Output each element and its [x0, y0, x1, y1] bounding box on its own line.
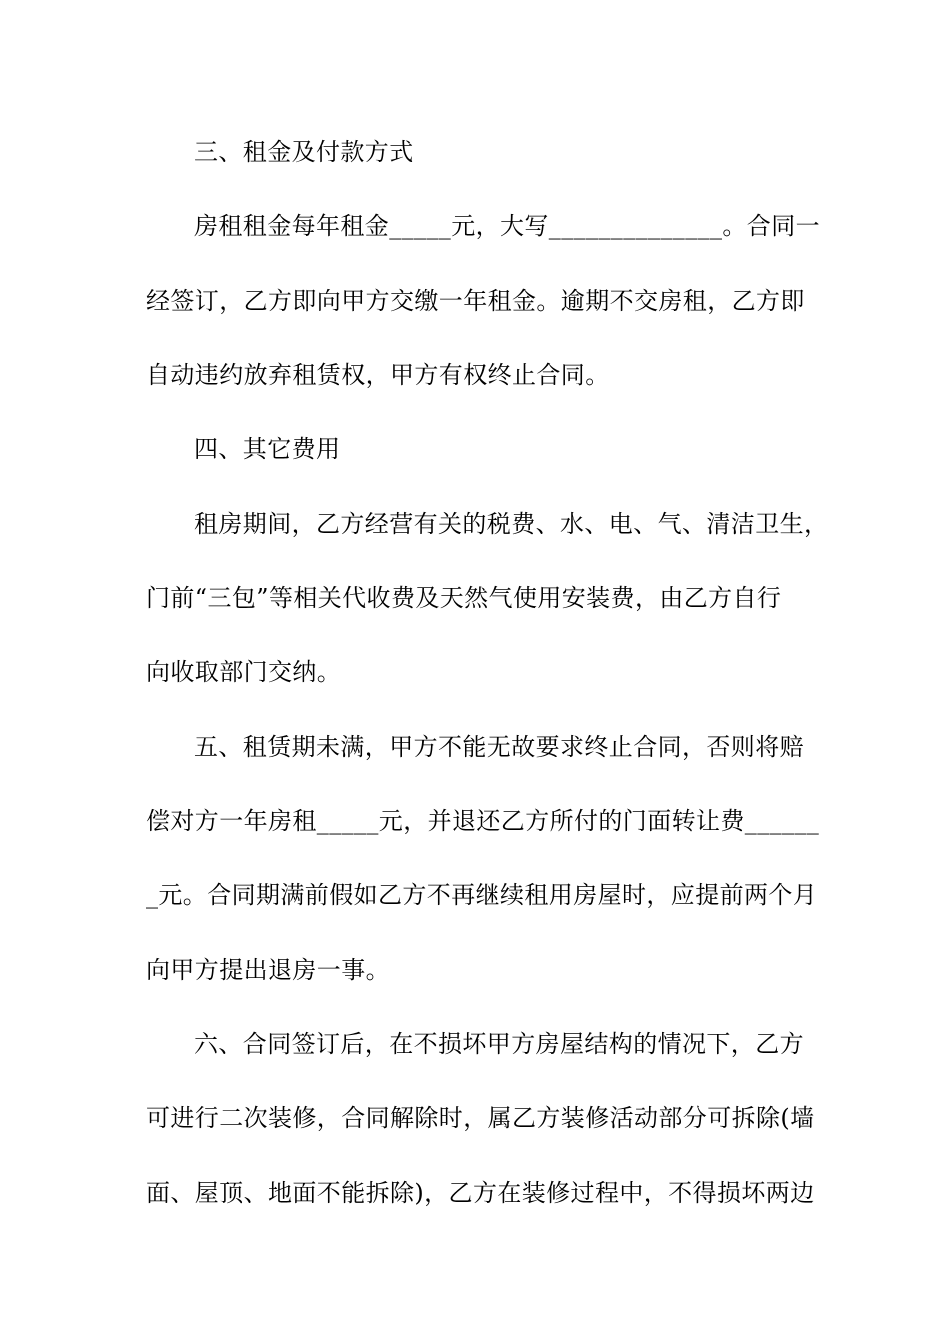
paragraph-line: 面、屋顶、地面不能拆除)，乙方在装修过程中，不得损坏两边 [146, 1179, 815, 1207]
paragraph-line: 自动违约放弃租赁权，甲方有权终止合同。 [146, 361, 610, 389]
paragraph-line: 门前“三包”等相关代收费及天然气使用安装费，由乙方自行 [146, 584, 782, 612]
paragraph-line: 经签订，乙方即向甲方交缴一年租金。逾期不交房租，乙方即 [146, 287, 805, 315]
paragraph-line: 向收取部门交纳。 [146, 658, 342, 686]
paragraph-line: 租房期间，乙方经营有关的税费、水、电、气、清洁卫生， [194, 510, 829, 538]
paragraph-line: 偿对方一年房租_____元，并退还乙方所付的门面转让费______ [146, 807, 820, 835]
section-heading-renovation: 六、合同签订后，在不损坏甲方房屋结构的情况下，乙方 [194, 1030, 804, 1058]
section-heading-rent-payment: 三、租金及付款方式 [194, 138, 414, 166]
section-heading-lease-term: 五、租赁期未满，甲方不能无故要求终止合同，否则将赔 [194, 733, 804, 761]
paragraph-line: 向甲方提出退房一事。 [146, 956, 390, 984]
paragraph-line: _元。合同期满前假如乙方不再继续租用房屋时，应提前两个月 [146, 881, 818, 909]
section-heading-other-fees: 四、其它费用 [194, 435, 341, 463]
paragraph-line: 可进行二次装修，合同解除时，属乙方装修活动部分可拆除(墙 [146, 1104, 815, 1132]
paragraph-line: 房租租金每年租金_____元，大写______________。合同一 [194, 212, 820, 240]
